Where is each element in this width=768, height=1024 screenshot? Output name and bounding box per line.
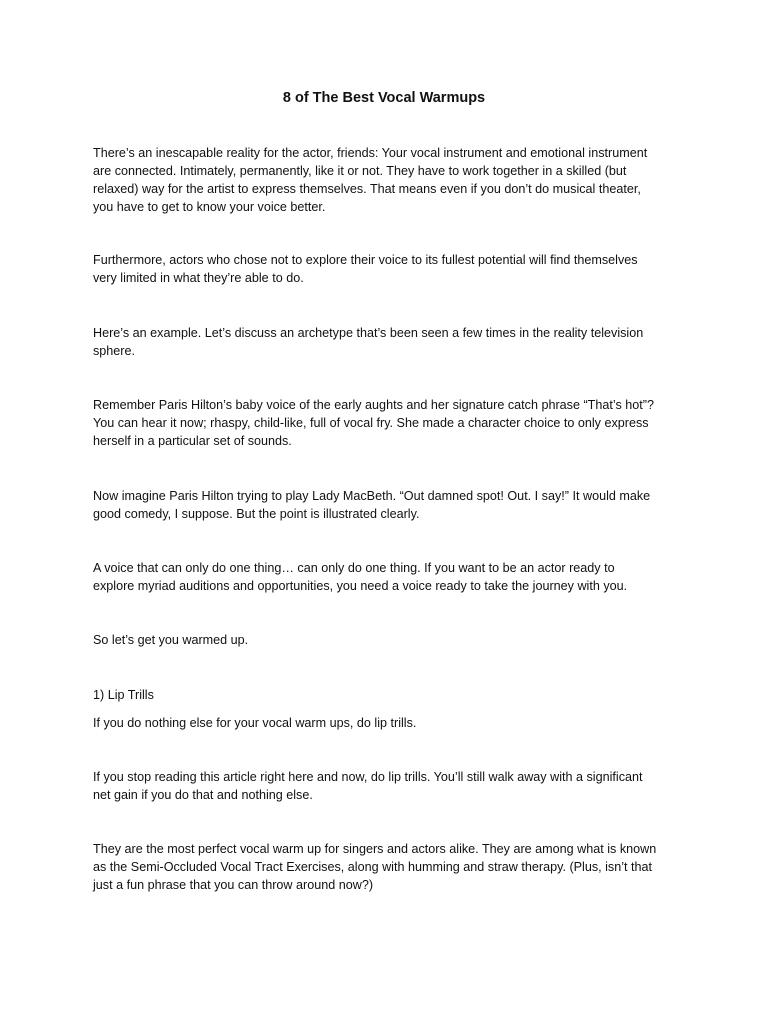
text-line: Remember Paris Hilton’s baby voice of the early aughts and her signature catch phrase “That’s hot”? <box>93 398 654 412</box>
text-line: If you stop reading this article right here and now, do lip trills. You’ll still walk away with a significant <box>93 770 643 784</box>
paragraph-lady-macbeth <box>93 487 683 523</box>
text-line: A voice that can only do one thing… can only do one thing. If you want to be an actor ready to <box>93 561 615 575</box>
paragraph-warmed-up <box>93 631 683 649</box>
text-line: So let’s get you warmed up. <box>93 633 249 647</box>
paragraph-intro <box>93 144 683 216</box>
text-line: There’s an inescapable reality for the actor, friends: Your vocal instrument and emotional instrument <box>93 146 648 160</box>
text-line: net gain if you do that and nothing else. <box>93 788 313 802</box>
text-line: just a fun phrase that you can throw around now?) <box>93 878 374 892</box>
section-heading-lip-trills <box>93 686 683 704</box>
text-line: explore myriad auditions and opportunities, you need a voice ready to take the journey with you. <box>93 579 628 593</box>
text-line: Now imagine Paris Hilton trying to play Lady MacBeth. “Out damned spot! Out. I say!” It would make <box>93 489 651 503</box>
text-line: relaxed) way for the artist to express themselves. That means even if you don’t do musical theater, <box>93 182 641 196</box>
text-line: Here’s an example. Let’s discuss an archetype that’s been seen a few times in the reality television <box>93 326 644 340</box>
text-line: you have to get to know your voice better. <box>93 200 326 214</box>
text-line: are connected. Intimately, permanently, like it or not. They have to work together in a skilled (but <box>93 164 627 178</box>
paragraph-one-thing <box>93 559 683 595</box>
paragraph-furthermore <box>93 251 683 287</box>
text-line: You can hear it now; rhaspy, child-like, full of vocal fry. She made a character choice to only express <box>93 416 649 430</box>
text-line: Furthermore, actors who chose not to explore their voice to its fullest potential will find themselves <box>93 253 638 267</box>
paragraph-do-lip-trills <box>93 714 683 732</box>
text-line: sphere. <box>93 344 136 358</box>
paragraph-stop-reading <box>93 768 683 804</box>
text-line: very limited in what they’re able to do. <box>93 271 304 285</box>
paragraph-paris-hilton <box>93 396 683 450</box>
text-line: herself in a particular set of sounds. <box>93 434 292 448</box>
text-line: They are the most perfect vocal warm up for singers and actors alike. They are among what is known <box>93 842 657 856</box>
text-line: good comedy, I suppose. But the point is illustrated clearly. <box>93 507 420 521</box>
text-line: 1) Lip Trills <box>93 688 154 702</box>
text-line: If you do nothing else for your vocal warm ups, do lip trills. <box>93 716 417 730</box>
document-title: 8 of The Best Vocal Warmups <box>282 90 486 106</box>
paragraph-perfect-warmup <box>93 840 683 894</box>
text-line: as the Semi-Occluded Vocal Tract Exercises, along with humming and straw therapy. (Plus, isn’t that <box>93 860 653 874</box>
paragraph-example <box>93 324 683 360</box>
